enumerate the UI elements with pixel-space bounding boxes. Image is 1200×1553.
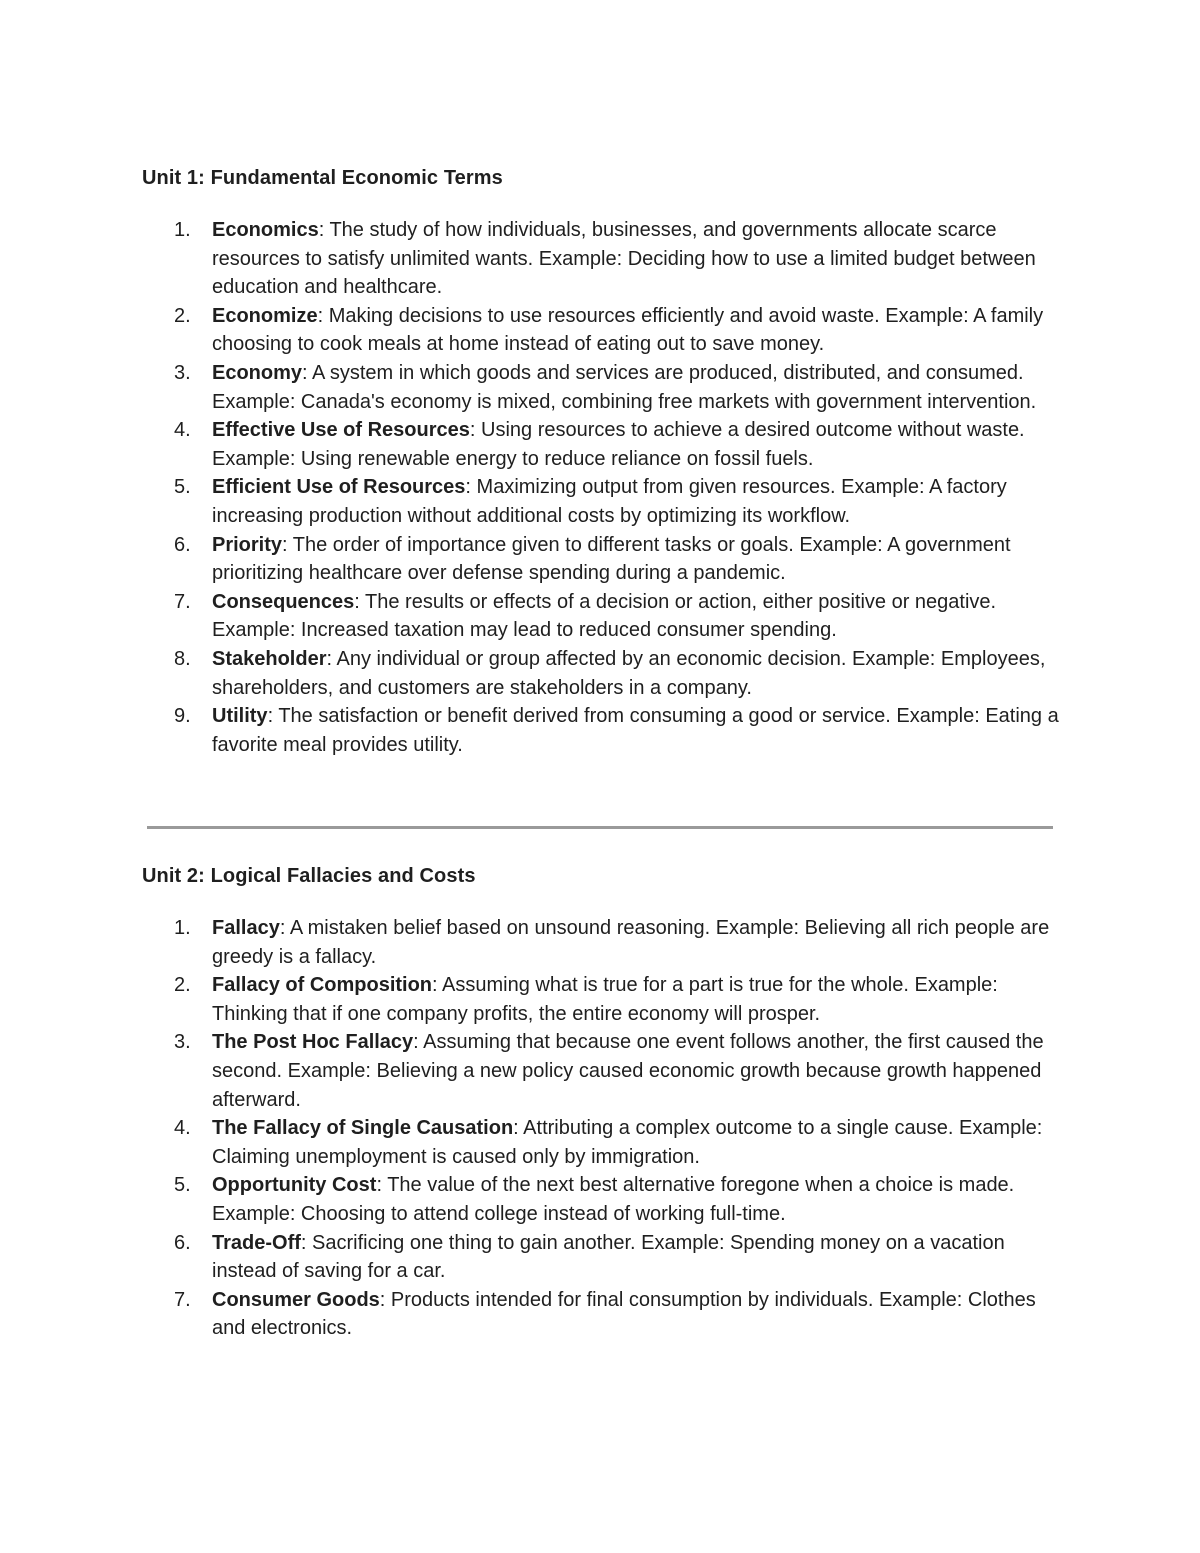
list-item	[142, 1286, 1072, 1343]
unit-2-section	[142, 861, 1082, 1343]
term-name: Efficient Use of Resources	[212, 476, 466, 499]
list-item	[142, 645, 1072, 702]
term-name: Economy	[212, 361, 303, 384]
term-definition: : Using resources to achieve a desired outcome without waste. Example: Using renewable energy to reduce reliance on fossil fuels.	[212, 419, 1025, 470]
list-item	[142, 416, 1072, 473]
term-definition: : Assuming that because one event follows another, the first caused the second. Example: Believing a new policy caused economic growth because growth happened afterward.	[212, 1031, 1044, 1111]
term-definition: : Assuming what is true for a part is true for the whole. Example: Thinking that if one company profits, the entire economy will prosper.	[212, 974, 998, 1025]
term-name: Utility	[212, 705, 268, 728]
term-name: Trade-Off	[212, 1231, 301, 1254]
term-definition: : Attributing a complex outcome to a single cause. Example: Claiming unemployment is caused only by immigration.	[212, 1117, 1043, 1168]
unit-1-term-list	[142, 216, 1082, 759]
term-definition: : The value of the next best alternative foregone when a choice is made. Example: Choosing to attend college instead of working full-time.	[212, 1174, 1015, 1225]
list-item	[142, 302, 1072, 359]
term-name: The Fallacy of Single Causation	[212, 1117, 514, 1140]
unit-2-heading: Unit 2: Logical Fallacies and Costs	[142, 865, 476, 887]
item-number: 3.	[174, 1031, 191, 1054]
list-item	[142, 531, 1072, 588]
term-name: The Post Hoc Fallacy	[212, 1031, 414, 1054]
list-item	[142, 1114, 1072, 1171]
term-name: Fallacy	[212, 917, 280, 939]
item-number: 5.	[174, 476, 191, 499]
list-item	[142, 216, 1072, 302]
item-number: 6.	[174, 1231, 191, 1254]
list-item	[142, 473, 1072, 530]
unit-2-term-list	[142, 914, 1082, 1343]
horizontal-divider	[147, 826, 1053, 829]
term-definition: : The satisfaction or benefit derived from consuming a good or service. Example: Eating a favorite meal provides utility.	[212, 705, 1059, 756]
item-number: 7.	[174, 590, 191, 613]
item-number: 7.	[174, 1288, 191, 1311]
item-number: 5.	[174, 1174, 191, 1197]
item-number: 2.	[174, 304, 191, 327]
list-item	[142, 914, 1072, 971]
term-name: Priority	[212, 533, 283, 556]
term-name: Economize	[212, 304, 318, 327]
list-item	[142, 971, 1072, 1028]
term-definition: : The order of importance given to different tasks or goals. Example: A government prioritizing healthcare over defense spending during a pandemic.	[212, 533, 1011, 585]
list-item	[142, 1171, 1072, 1228]
list-item	[142, 588, 1072, 645]
item-number: 9.	[174, 705, 191, 728]
item-number: 4.	[174, 419, 191, 442]
item-number: 1.	[174, 219, 191, 241]
term-definition: : A mistaken belief based on unsound reasoning. Example: Believing all rich people are greedy is a fallacy.	[212, 917, 1050, 968]
unit-1-heading: Unit 1: Fundamental Economic Terms	[142, 167, 503, 189]
term-definition: : Any individual or group affected by an economic decision. Example: Employees, shareholders, and customers are stakeholders in a company.	[212, 647, 1046, 699]
item-number: 3.	[174, 361, 191, 384]
item-number: 4.	[174, 1117, 191, 1140]
term-definition: : Sacrificing one thing to gain another. Example: Spending money on a vacation instead of saving for a car.	[212, 1231, 1005, 1283]
list-item	[142, 359, 1072, 416]
item-number: 8.	[174, 647, 191, 670]
unit-1-section	[142, 163, 1082, 759]
term-name: Consumer Goods	[212, 1288, 380, 1311]
term-definition: : Maximizing output from given resources. Example: A factory increasing production without additional costs by optimizing its workflow.	[212, 476, 1007, 527]
term-definition: : Making decisions to use resources efficiently and avoid waste. Example: A family choosing to cook meals at home instead of eating out to save money.	[212, 304, 1044, 356]
item-number: 1.	[174, 917, 191, 939]
list-item	[142, 1028, 1072, 1114]
term-name: Consequences	[212, 590, 355, 613]
list-item	[142, 702, 1072, 759]
term-name: Economics	[212, 219, 319, 241]
term-name: Stakeholder	[212, 647, 327, 670]
item-number: 6.	[174, 533, 191, 556]
term-definition: : The study of how individuals, businesses, and governments allocate scarce resources to satisfy unlimited wants. Example: Deciding how to use a limited budget between education and healthcare.	[212, 219, 1036, 299]
term-definition: : A system in which goods and services are produced, distributed, and consumed. Example: Canada's economy is mixed, combining free markets with government intervention.	[212, 361, 1037, 413]
term-name: Fallacy of Composition	[212, 974, 433, 997]
term-definition: : Products intended for final consumption by individuals. Example: Clothes and electronics.	[212, 1288, 1036, 1340]
term-name: Effective Use of Resources	[212, 419, 470, 442]
term-definition: : The results or effects of a decision or action, either positive or negative. Example: Increased taxation may lead to reduced consumer spending.	[212, 590, 997, 642]
item-number: 2.	[174, 974, 191, 997]
term-name: Opportunity Cost	[212, 1174, 377, 1197]
list-item	[142, 1229, 1072, 1286]
